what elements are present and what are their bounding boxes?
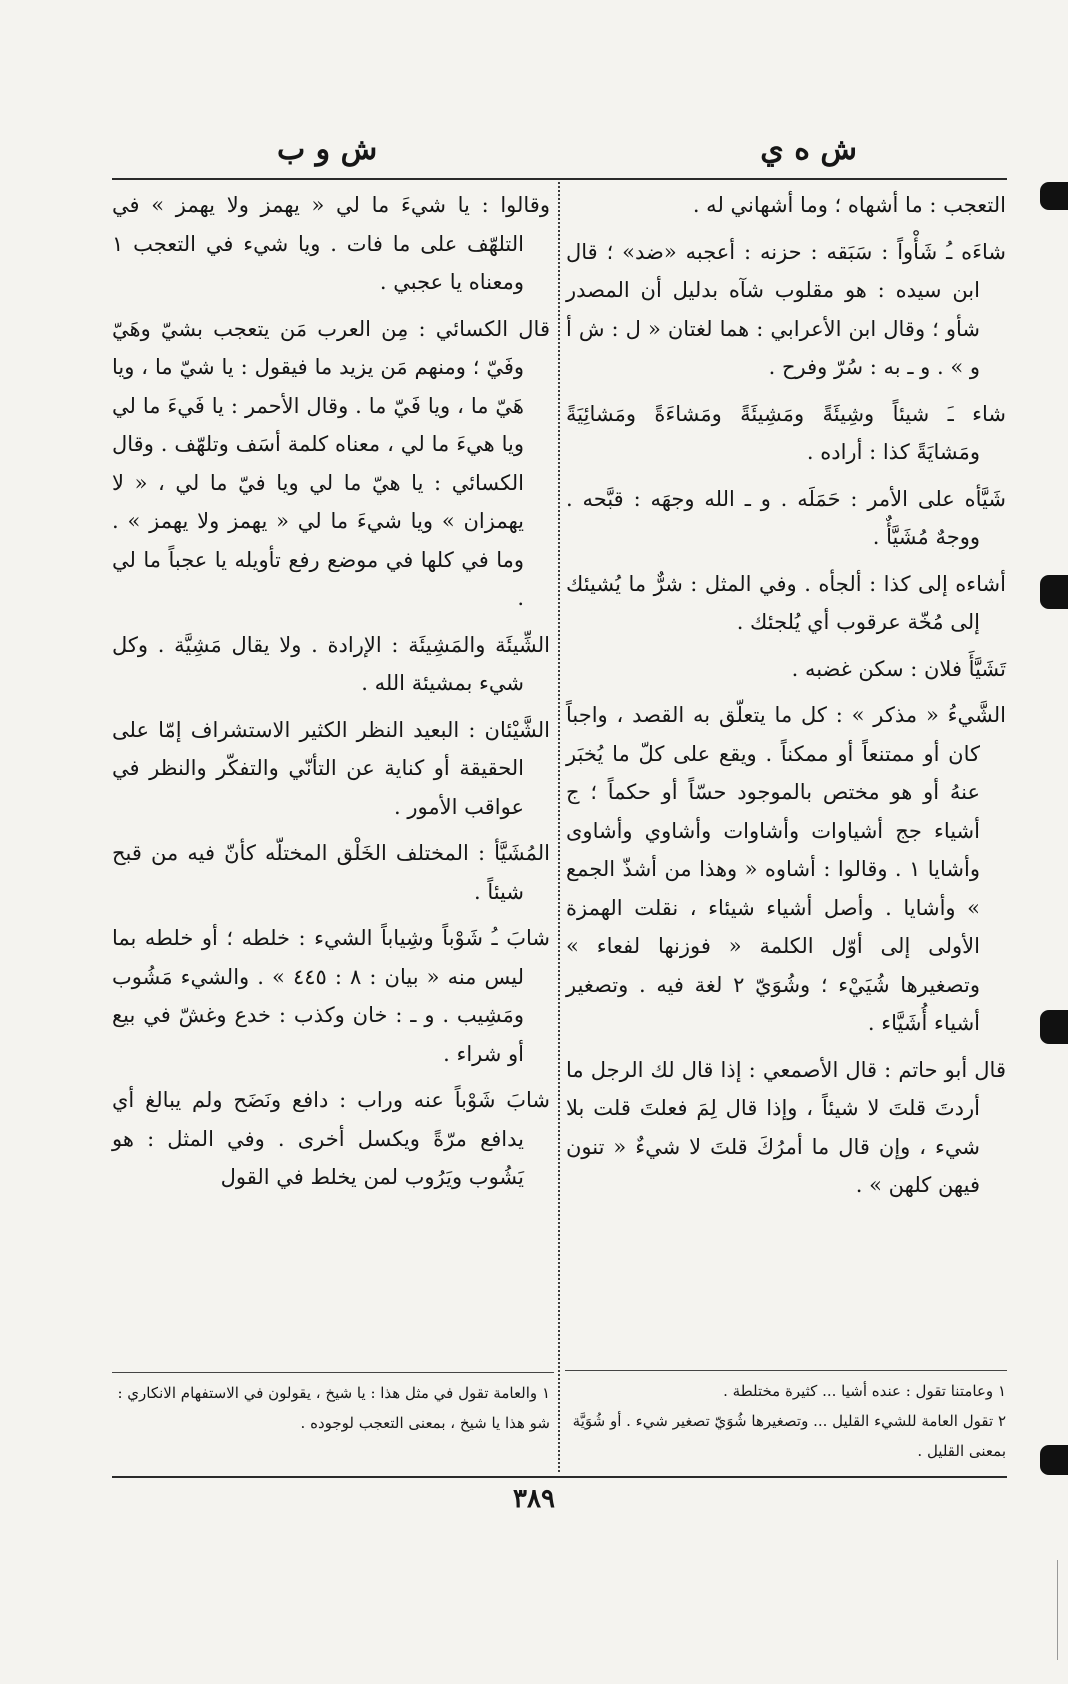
thumb-index-tab (1040, 1010, 1068, 1044)
footer-rule (112, 1476, 1007, 1478)
footnote: ١ وعامتنا تقول : عنده أشيا ... كثيرة مختلطة . (723, 1382, 1006, 1400)
footnote: ٢ تقول العامة للشيء القليل ... وتصغيرها شُوَيّ تصغير شيء . أو شُوَيَّة بمعنى القليل . (572, 1412, 1006, 1460)
thumb-index-tab (1040, 182, 1068, 210)
footnotes-right (566, 1376, 1006, 1466)
entry-text: وقالوا : يا شيءَ ما لي « يهمز ولا يهمز » في التلهّف على ما فات . ويا شيء في التعجب ١ ومعناه يا عجبي . (112, 193, 550, 294)
thumb-index-tab (1040, 1445, 1068, 1475)
footnote: ١ والعامة تقول في مثل هذا : يا شيخ ، يقولون في الاستفهام الانكاري : شو هذا يا شيخ ، بمعنى التعجب لوجوده . (117, 1384, 550, 1432)
entry-text: المُشَيَّأ : المختلف الخَلْق المختلّه كأنّ فيه من قبح شيئاً . (112, 841, 550, 904)
footnotes-left (112, 1378, 550, 1438)
header-rule (112, 178, 1007, 180)
entry-text: شابَ ـُ شَوْباً وشِياباً الشيء : خلطه ؛ أو خلطه بما ليس منه « بيان : ٨ : ٤٤٥ » . والشيء مَشُوب ومَشِيب . و ـ : خان وكذب : خدع وغشّ في بيع أو شراء . (112, 926, 550, 1066)
entry-text: شابَ شَوْباً عنه وراب : دافع ونَضَح ولم يبالغ أي يدافع مرّةً ويكسل أخرى . وفي المثل : هو يَشُوب ويَرُوب لمن يخلط في القول (112, 1088, 550, 1189)
entry-text: الشِّيئَة والمَشِيئَة : الإرادة . ولا يقال مَشِيَّة . وكل شيء بمشيئة الله . (112, 632, 550, 695)
entry-text: التعجب : ما أشهاه ؛ وما أشهاني له . (692, 193, 1006, 217)
entry-text: شاء ـَ شيئاً وشِيئَةً ومَشِيئَةً ومَشاءَةً ومَشائِيَةً ومَشايَةً كذا : أراده . (566, 401, 1006, 464)
entry-text: الشَّيْئان : البعيد النظر الكثير الاستشراف إمّا على الحقيقة أو كناية عن التأنّي والتفكّر والنظر في عواقب الأمور . (112, 717, 550, 819)
entry-text: قال الكسائي : مِن العرب مَن يتعجب بشيّ وهَيّ وفَيّ ؛ ومنهم مَن يزيد ما فيقول : يا شيّ ما ، ويا هَيّ ما ، ويا فَيّ ما . وقال الأحمر : يا فَيءَ ما لي ويا هيءَ ما لي ، معناه كلمة أسَف وتلهّف . وقال الكسائي : يا هيّ ما لي ويا فيّ ما لي ، « لا يهمزان » ويا شيءَ ما لي « يهمز ولا يهمز » . وما في كلها في موضع رفع تأويله يا عجباً ما لي . (112, 316, 550, 610)
page-number: ٣٨٩ (513, 1484, 555, 1514)
scan-edge-line (1057, 1560, 1058, 1660)
entry-text: أشاءه إلى كذا : ألجأه . وفي المثل : شرٌّ ما يُشيئك إلى مُخّة عرقوب أي يُلجئك . (566, 571, 1006, 634)
right-column (566, 186, 1006, 1213)
page-header (112, 128, 1007, 176)
footnote-rule-left (112, 1372, 554, 1373)
entry-text: شَيَّأه على الأمر : حَمَلَه . و ـ الله وجهَه : قبَّحه . ووجهٌ مُشَيَّأٌ . (566, 486, 1006, 549)
entry-text: الشَّيءُ « مذكر » : كل ما يتعلّق به القصد ، واجباً كان أو ممتنعاً أو ممكناً . ويقع على كلّ ما يُخبَر عنهُ أو هو مختص بالموجود حسّاً أو حكماً ؛ ج أشياء جج أشياوات وأشاوات وأشاوي وأشاوى وأشايا ١ . وقالوا : أشاوه « وهذا من أشذّ الجمع » وأشايا . وأصل أشياء شيئاء ، نقلت الهمزة الأولى إلى أوّل الكلمة « فوزنها لفعاء » وتصغيرها شُيَيْء ؛ وشُوَيّ ٢ لغة فيه . وتصغير أشياء أُشَيَّاء . (566, 703, 1006, 1035)
thumb-index-tab (1040, 575, 1068, 609)
entry-text: قال أبو حاتم : قال الأصمعي : إذا قال لك الرجل ما أردتَ قلتَ لا شيئاً ، وإذا قال لِمَ فعلتَ قلت بلا شيء ، وإن قال ما أمرُكَ قلتَ لا شيءٌ « تنون فيهن كلهن » . (566, 1057, 1006, 1197)
header-root-right: ش ه ي (760, 132, 857, 167)
entry-text: تَشَيَّأَ فلان : سكن غضبه . (791, 656, 1006, 681)
column-divider (558, 182, 560, 1472)
entry-text: شاءَه ـُ شَأْواً : سَبَقه : حزنه : أعجبه «ضد» ؛ قال ابن سيده : هو مقلوب شآه بدليل أن المصدر شأو ؛ وقال ابن الأعرابي : هما لغتان « ل : ش أ و » . و ـ به : سُرّ وفرح . (566, 239, 1006, 379)
footnote-rule-right (565, 1370, 1007, 1371)
header-root-left: ش و ب (277, 132, 378, 167)
left-column (112, 186, 550, 1205)
